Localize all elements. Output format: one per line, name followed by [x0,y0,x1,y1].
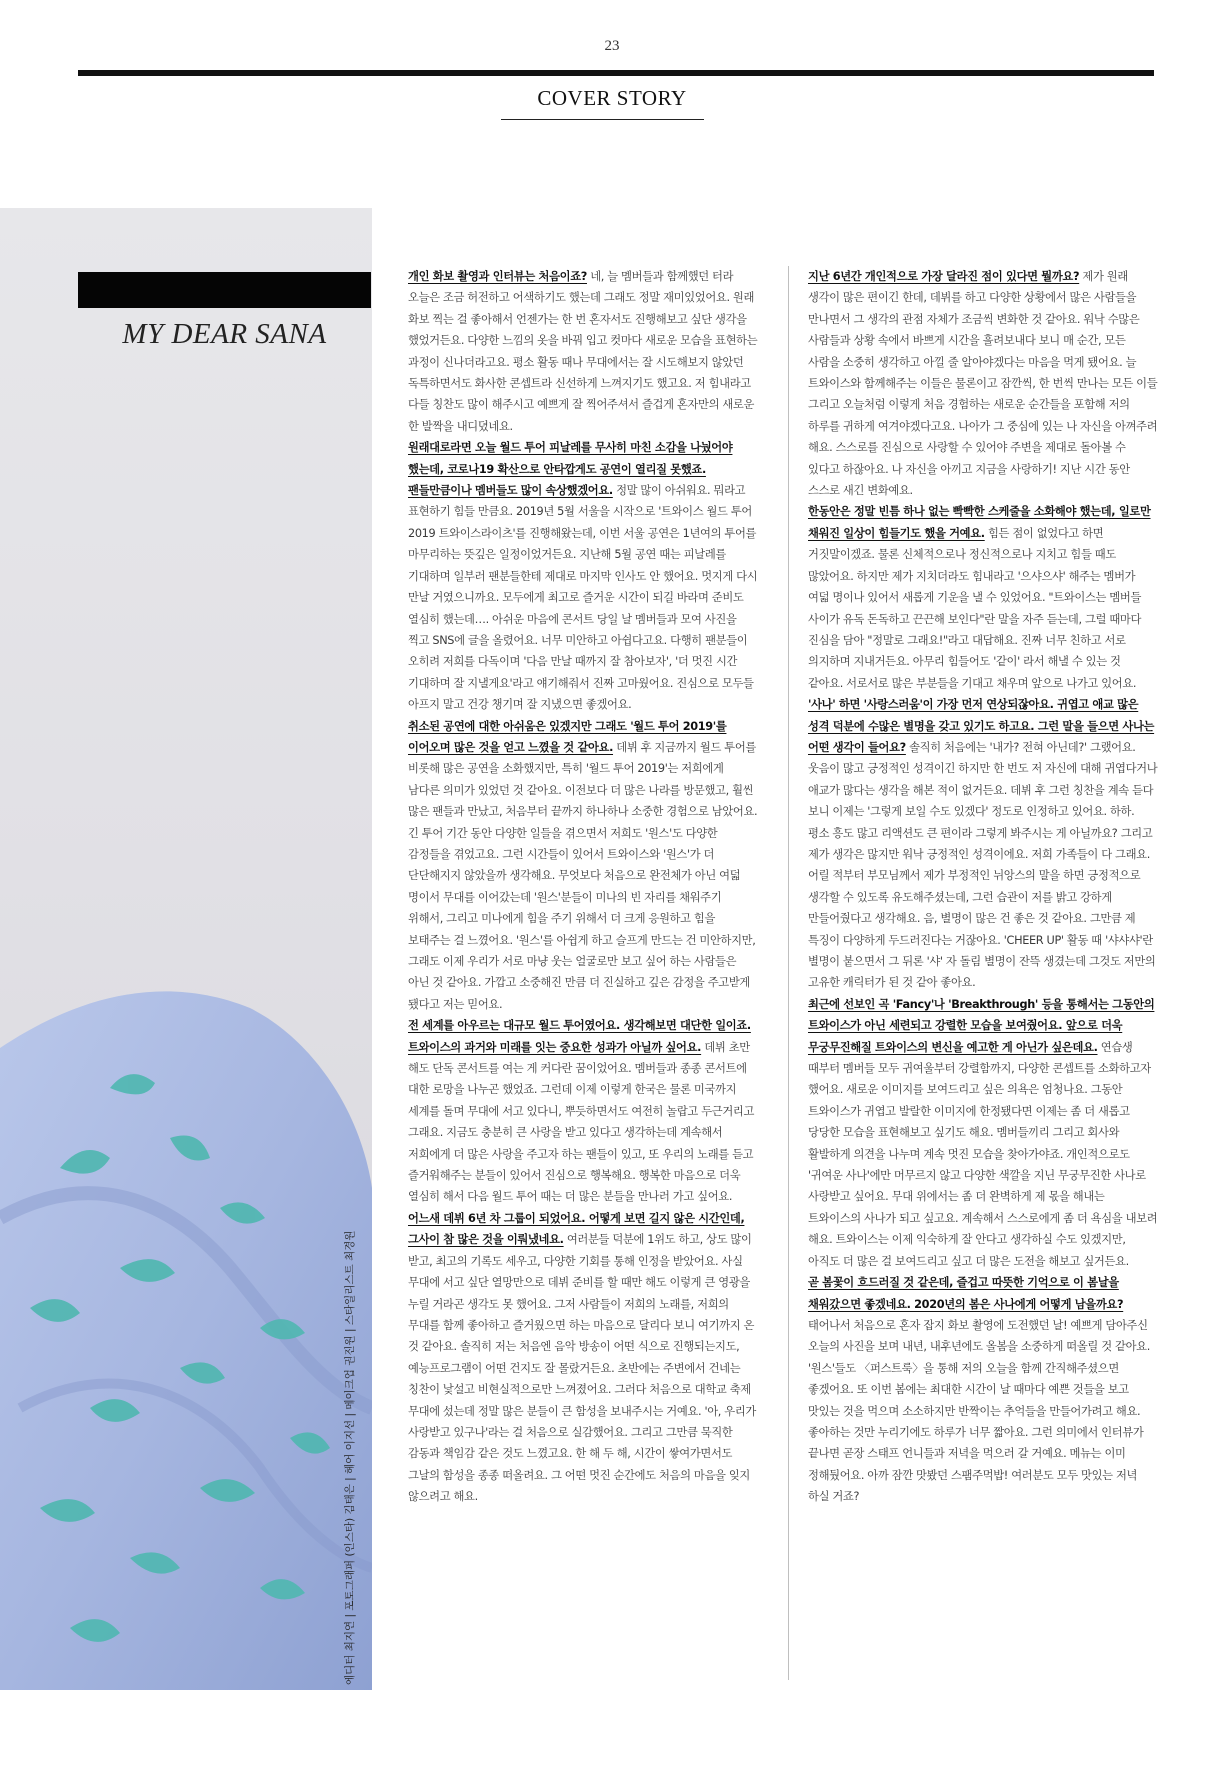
interview-question: 전 세계를 아우르는 대규모 월드 투어였어요. 생각해보면 대단한 일이죠. 트와이스의 과거와 미래를 잇는 중요한 성과가 아닐까 싶어요. [408,1019,751,1054]
cover-photo [0,208,372,1690]
feature-headline: MY DEAR SANA [122,318,327,350]
interview-question: 최근에 선보인 곡 'Fancy'나 'Breakthrough' 등을 통해서는 그동안의 트와이스가 아닌 세련되고 강렬한 모습을 보여줬어요. 앞으로 더욱 무궁무진해질 트와이스의 변신을 예고한 게 아닌가 싶은데요. [808,997,1155,1054]
interview-question: 원래대로라면 오늘 월드 투어 피날레를 무사히 마친 소감을 나눴어야 했는데, 코로나19 확산으로 안타깝게도 공연이 열리질 못했죠. 팬들만큼이나 멤버들도 많이 속상했겠어요. [408,441,733,498]
interview-question: 어느새 데뷔 6년 차 그룹이 되었어요. 어떻게 보면 길지 않은 시간인데, 그사이 참 많은 것을 이뤄냈네요. [408,1211,745,1247]
article-left-column [408,266,758,1508]
interview-question: 한동안은 정말 빈틈 하나 없는 빡빡한 스케줄을 소화해야 했는데, 일로만 채워진 일상이 힘들기도 했을 거예요. [808,505,1151,540]
page-number: 23 [604,38,620,54]
interview-answer: 정말 많이 아쉬워요. 뭐라고 표현하기 힘들 만큼요. 2019년 5월 서울을 시작으로 '트와이스 월드 투어 2019 트와이스라이츠'를 진행해왔는데, 이번 서울 공연은 1년여의 투어를 마무리하는 뜻깊은 일정이었거든요. 지난해 5월 공연 때는 피날레를 기대하며 일부러 팬분들한테 제대로 마지막 인사도 안 했어요. 멋지게 다시 만날 거였으니까요. 모두에게 최고로 즐거운 시간이 되길 바라며 준비도 열심히 했는데…. 아쉬운 마음에 콘서트 당일 날 멤버들과 모여 사진을 찍고 SNS에 글을 올렸어요. 너무 미안하고 아쉽다고요. 다행히 팬분들이 오히려 저희를 다독이며 '다음 만날 때까지 잘 참아보자', '더 멋진 시간 기대하며 잘 지낼게요'라고 얘기해줘서 진짜 고마웠어요. 진심으로 모두들 아프지 말고 건강 챙기며 잘 지냈으면 좋겠어요. [408,484,758,712]
fabric-illustration [0,208,372,1690]
interview-question: 개인 화보 촬영과 인터뷰는 처음이죠? [408,270,587,283]
section-title-underline [501,119,704,120]
qa-paragraph [808,266,1158,501]
qa-paragraph [808,1272,1158,1507]
qa-paragraph [408,1015,758,1208]
top-rule [78,70,1154,76]
interview-answer: 제가 원래 생각이 많은 편이긴 한데, 데뷔를 하고 다양한 상황에서 많은 사람들을 만나면서 그 생각의 관점 자체가 조금씩 변화한 것 같아요. 워낙 수많은 사람들과 상황 속에서 바쁘게 시간을 흘려보내다 보니 매 순간, 모든 사람을 소중히 생각하고 아낄 줄 알아야겠다는 마음을 먹게 됐어요. 늘 트와이스와 함께해주는 이들은 물론이고 잠깐씩, 한 번씩 만나는 모든 이들 그리고 오늘처럼 이렇게 처음 경험하는 새로운 순간들을 포함해 저의 하루를 귀하게 여겨야겠다고요. 나아가 그 중심에 있는 나 자신을 아껴주려 해요. 스스로를 진심으로 사랑할 수 있어야 주변을 제대로 돌아볼 수 있다고 하잖아요. 나 자신을 아끼고 지금을 사랑하기! 지난 시간 동안 스스로 새긴 변화예요. [808,270,1158,498]
column-divider [788,266,789,1680]
interview-question: '사나' 하면 '사랑스러움'이 가장 먼저 연상되잖아요. 귀엽고 애교 많은 성격 덕분에 수많은 별명을 갖고 있기도 하고요. 그런 말을 들으면 사나는 어떤 생각이 들어요? [808,698,1155,754]
qa-paragraph [408,266,758,437]
interview-question: 취소된 공연에 대한 아쉬움은 있겠지만 그래도 '월드 투어 2019'를 이어오며 많은 것을 얻고 느꼈을 것 같아요. [408,719,727,754]
interview-answer: 데뷔 초만 해도 단독 콘서트를 여는 게 커다란 꿈이었어요. 멤버들과 종종 콘서트에 대한 로망을 나누곤 했었죠. 그런데 이제 이렇게 한국은 물론 미국까지 세계를 돌며 무대에 서고 있다니, 뿌듯하면서도 여전히 놀랍고 두근거리고 그래요. 지금도 충분히 큰 사랑을 받고 있다고 생각하는데 계속해서 저희에게 더 많은 사랑을 주고자 하는 팬들이 있고, 또 우리의 노래를 듣고 즐거워해주는 분들이 있어서 진심으로 행복해요. 행복한 마음으로 더욱 열심히 해서 다음 월드 투어 때는 더 많은 분들을 만나러 가고 싶어요. [408,1040,755,1204]
photo-credit: 에디터 최지연 | 포토그래퍼 (인스타) 김태은 | 헤어 이지선 | 메이크업 권진원 | 스타일리스트 최경원 [344,1230,356,1685]
qa-paragraph [808,994,1158,1272]
headline-black-bar [78,272,371,308]
qa-paragraph [408,437,758,715]
interview-answer: 데뷔 후 지금까지 월드 투어를 비롯해 많은 공연을 소화했지만, 특히 '월드 투어 2019'는 저희에게 남다른 의미가 있었던 것 같아요. 이전보다 더 많은 나라를 방문했고, 훨씬 많은 팬들과 만났고, 처음부터 끝까지 하나하나 소중한 경험으로 남았어요. 긴 투어 기간 동안 다양한 일들을 겪으면서 저희도 '원스'도 다양한 감정들을 겪었고요. 그런 시간들이 있어서 트와이스와 '원스'가 더 단단해지지 않았을까 생각해요. 무엇보다 처음으로 완전체가 아닌 여덟 명이서 무대를 이어갔는데 '원스'분들이 미나의 빈 자리를 채워주기 위해서, 그리고 미나에게 힘을 주기 위해서 더 크게 응원하고 힘을 보태주는 걸 느꼈어요. '원스'를 아쉽게 하고 슬프게 만드는 건 미안하지만, 그래도 이제 우리가 서로 마냥 웃는 얼굴로만 보고 싶어 하는 사람들은 아닌 것 같아요. 가깝고 소중해진 만큼 더 진실하고 깊은 감정을 주고받게 됐다고 저는 믿어요. [408,740,758,1011]
article-right-column [808,266,1158,1508]
section-title: COVER STORY [537,86,687,110]
interview-question: 지난 6년간 개인적으로 가장 달라진 점이 있다면 뭘까요? [808,270,1080,283]
interview-answer: 태어나서 처음으로 혼자 잡지 화보 촬영에 도전했던 날! 예쁘게 담아주신 오늘의 사진을 보며 내년, 내후년에도 올봄을 소중하게 떠올릴 것 같아요. '원스'들도 〈퍼스트룩〉을 통해 저의 오늘을 함께 간직해주셨으면 좋겠어요. 또 이번 봄에는 최대한 시간이 날 때마다 예쁜 것들을 보고 맛있는 것을 먹으며 소소하지만 반짝이는 추억들을 만들어가려고 해요. 좋아하는 것만 누리기에도 하루가 너무 짧아요. 그런 의미에서 인터뷰가 끝나면 곧장 스태프 언니들과 저녁을 먹으러 갈 거예요. 메뉴는 이미 정해뒀어요. 아까 잠깐 맛봤던 스팸주먹밥! 여러분도 모두 맛있는 저녁 하실 거죠? [808,1318,1150,1504]
interview-answer: 여러분들 덕분에 1위도 하고, 상도 많이 받고, 최고의 기록도 세우고, 다양한 기회를 통해 인정을 받았어요. 사실 무대에 서고 싶단 열망만으로 데뷔 준비를 할 때만 해도 이렇게 큰 영광을 누릴 거라곤 생각도 못 했어요. 그저 사람들이 저희의 노래를, 저희의 무대를 함께 좋아하고 즐거웠으면 하는 마음으로 달리다 보니 여기까지 온 것 같아요. 솔직히 저는 처음엔 음악 방송이 어떤 식으로 진행되는지도, 예능프로그램이 어떤 건지도 잘 몰랐거든요. 초반에는 주변에서 건네는 칭찬이 낯설고 비현실적으로만 느껴졌어요. 그러다 처음으로 대학교 축제 무대에 섰는데 정말 많은 분들이 큰 함성을 보내주시는 거예요. '아, 우리가 사랑받고 있구나'라는 걸 처음으로 실감했어요. 그리고 그만큼 묵직한 감동과 책임감 같은 것도 느꼈고요. 한 해 두 해, 시간이 쌓여가면서도 그날의 함성을 종종 떠올려요. 그 어떤 멋진 순간에도 처음의 마음을 잊지 않으려고 해요. [408,1233,756,1504]
interview-answer: 솔직히 처음에는 '내가? 전혀 아닌데?' 그랬어요. 웃음이 많고 긍정적인 성격이긴 하지만 한 번도 저 자신에 대해 귀엽다거나 애교가 많다는 생각을 해본 적이 없거든요. 데뷔 후 그런 칭찬을 계속 듣다 보니 이제는 '그렇게 보일 수도 있겠다' 정도로 인정하고 있어요. 하하. 평소 흥도 많고 리액션도 큰 편이라 그렇게 봐주시는 게 아닐까요? 그리고 제가 생각은 많지만 워낙 긍정적인 성격이에요. 저희 가족들이 다 그래요. 어릴 적부터 부모님께서 제가 부정적인 뉘앙스의 말을 하면 긍정적으로 생각할 수 있도록 유도해주셨는데, 그런 습관이 저를 밝고 강하게 만들어줬다고 생각해요. 음, 별명이 많은 건 좋은 것 같아요. 그만큼 제 특징이 다양하게 두드러진다는 거잖아요. 'CHEER UP' 활동 때 '샤샤샤'란 별명이 붙으면서 그 뒤론 '샤' 자 돌림 별명이 잔뜩 생겼는데 그것도 저만의 고유한 캐릭터가 된 것 같아 좋아요. [808,740,1158,990]
interview-question: 곧 봄꽃이 흐드러질 것 같은데, 즐겁고 따뜻한 기억으로 이 봄날을 채워갔으면 좋겠네요. 2020년의 봄은 사나에게 어떻게 남을까요? [808,1276,1124,1311]
interview-answer: 네, 늘 멤버들과 함께했던 터라 오늘은 조금 허전하고 어색하기도 했는데 그래도 정말 재미있었어요. 원래 화보 찍는 걸 좋아해서 언젠가는 한 번 혼자서도 진행해보고 싶단 생각을 했었거든요. 다양한 느낌의 옷을 바꿔 입고 컷마다 새로운 모습을 표현하는 과정이 신나더라고요. 평소 활동 때나 무대에서는 잘 시도해보지 않았던 독특하면서도 화사한 콘셉트라 신선하게 느껴지기도 했고요. 저 힘내라고 다들 칭찬도 많이 해주시고 예쁘게 잘 찍어주셔서 즐겁게 혼자만의 새로운 한 발짝을 내디뎠네요. [408,270,758,433]
interview-answer: 힘든 점이 없었다고 하면 거짓말이겠죠. 물론 신체적으로나 정신적으로나 지치고 힘들 때도 많았어요. 하지만 제가 지치더라도 힘내라고 '으샤으샤' 해주는 멤버가 여덟 명이나 있어서 새롭게 기운을 낼 수 있었어요. "트와이스는 멤버들 사이가 유독 돈독하고 끈끈해 보인다"란 말을 자주 듣는데, 그럴 때마다 진심을 담아 "정말로 그래요!"라고 대답해요. 진짜 너무 친하고 서로 의지하며 지내거든요. 아무리 힘들어도 '같이' 라서 해낼 수 있는 것 같아요. 서로서로 많은 부분들을 기대고 채우며 앞으로 나가고 있어요. [808,526,1142,690]
qa-paragraph [408,1208,758,1508]
qa-paragraph [808,501,1158,694]
qa-paragraph [408,716,758,1016]
interview-answer: 연습생 때부터 멤버들 모두 귀여울부터 강렬함까지, 다양한 콘셉트를 소화하고자 했어요. 새로운 이미지를 보여드리고 싶은 의욕은 엄청나요. 그동안 트와이스가 귀엽고 발랄한 이미지에 한정됐다면 이제는 좀 더 새롭고 당당한 모습을 표현해보고 싶기도 해요. 멤버들끼리 그리고 회사와 활발하게 의견을 나누며 계속 멋진 모습을 찾아가야죠. 개인적으로도 '귀여운 사나'에만 머무르지 않고 다양한 색깔을 지닌 무궁무진한 사나로 사랑받고 싶어요. 무대 위에서는 좀 더 완벽하게 제 몫을 해내는 트와이스의 사나가 되고 싶고요. 계속해서 스스로에게 좀 더 욕심을 내보려 해요. 트와이스는 이제 익숙하게 잘 안다고 생각하실 수도 있겠지만, 아직도 더 많은 걸 보여드리고 싶고 더 많은 도전을 해보고 싶거든요. [808,1040,1158,1268]
qa-paragraph [808,694,1158,994]
